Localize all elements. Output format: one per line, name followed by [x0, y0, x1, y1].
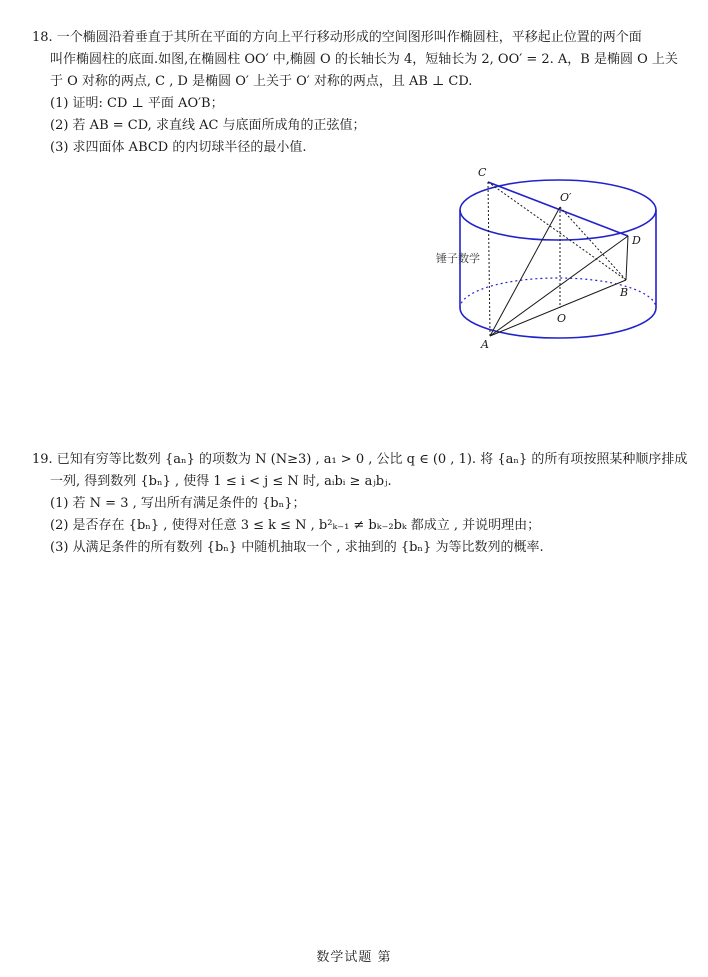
label-O-prime: O′: [560, 191, 572, 204]
q19-part-2: (2) 是否存在 {bₙ} , 使得对任意 3 ≤ k ≤ N , b²ₖ₋₁ ≠ bₖ₋₂bₖ 都成立 , 并说明理由；: [50, 518, 541, 533]
q19-stem-line-2: 一列, 得到数列 {bₙ} , 使得 1 ≤ i < j ≤ N 时, aᵢbᵢ ≥ aⱼbⱼ.: [50, 474, 392, 489]
label-D: D: [632, 234, 641, 247]
page-footer: 数学试题 第: [316, 950, 392, 965]
segment-BD: [626, 236, 628, 280]
segment-AC: [488, 182, 490, 336]
q18-stem-line-3: 于 O 对称的两点, C , D 是椭圆 O′ 上关于 O′ 对称的两点，且 AB ⊥ CD.: [50, 74, 473, 89]
label-A: A: [481, 338, 489, 351]
label-B: B: [620, 286, 629, 299]
q18-stem-line-2: 叫作椭圆柱的底面.如图,在椭圆柱 OO′ 中,椭圆 O 的长轴长为 4，短轴长为 2, OO′ = 2. A，B 是椭圆 O 上关: [50, 52, 678, 67]
q18-stem-line-1: 18. 一个椭圆沿着垂直于其所在平面的方向上平行移动形成的空间图形叫作椭圆柱，平移起止位置的两个面: [32, 30, 642, 45]
q19-stem-line-1: 19. 已知有穷等比数列 {aₙ} 的项数为 N (N≥3) , a₁ > 0 , 公比 q ∈ (0 , 1). 将 {aₙ} 的所有项按照某种顺序排成: [32, 452, 688, 467]
label-C: C: [478, 166, 487, 179]
q19-part-1: (1) 若 N = 3 , 写出所有满足条件的 {bₙ}；: [50, 496, 306, 511]
q18-part-1: (1) 证明: CD ⊥ 平面 AO′B；: [50, 96, 224, 111]
segment-AB: [490, 280, 629, 336]
watermark-text: 锤子数学: [436, 252, 480, 265]
q18-part-2: (2) 若 AB = CD, 求直线 AC 与底面所成角的正弦值；: [50, 118, 366, 133]
segment-CD: [488, 182, 628, 236]
q18-part-3: (3) 求四面体 ABCD 的内切球半径的最小值.: [50, 140, 307, 155]
segment-AO-prime: [490, 207, 560, 336]
segment-O-prime-B: [560, 207, 626, 280]
q19-part-3: (3) 从满足条件的所有数列 {bₙ} 中随机抽取一个 , 求抽到的 {bₙ} 为等比数列的概率.: [50, 540, 544, 555]
segment-CB: [488, 182, 626, 280]
label-O: O: [557, 312, 567, 325]
